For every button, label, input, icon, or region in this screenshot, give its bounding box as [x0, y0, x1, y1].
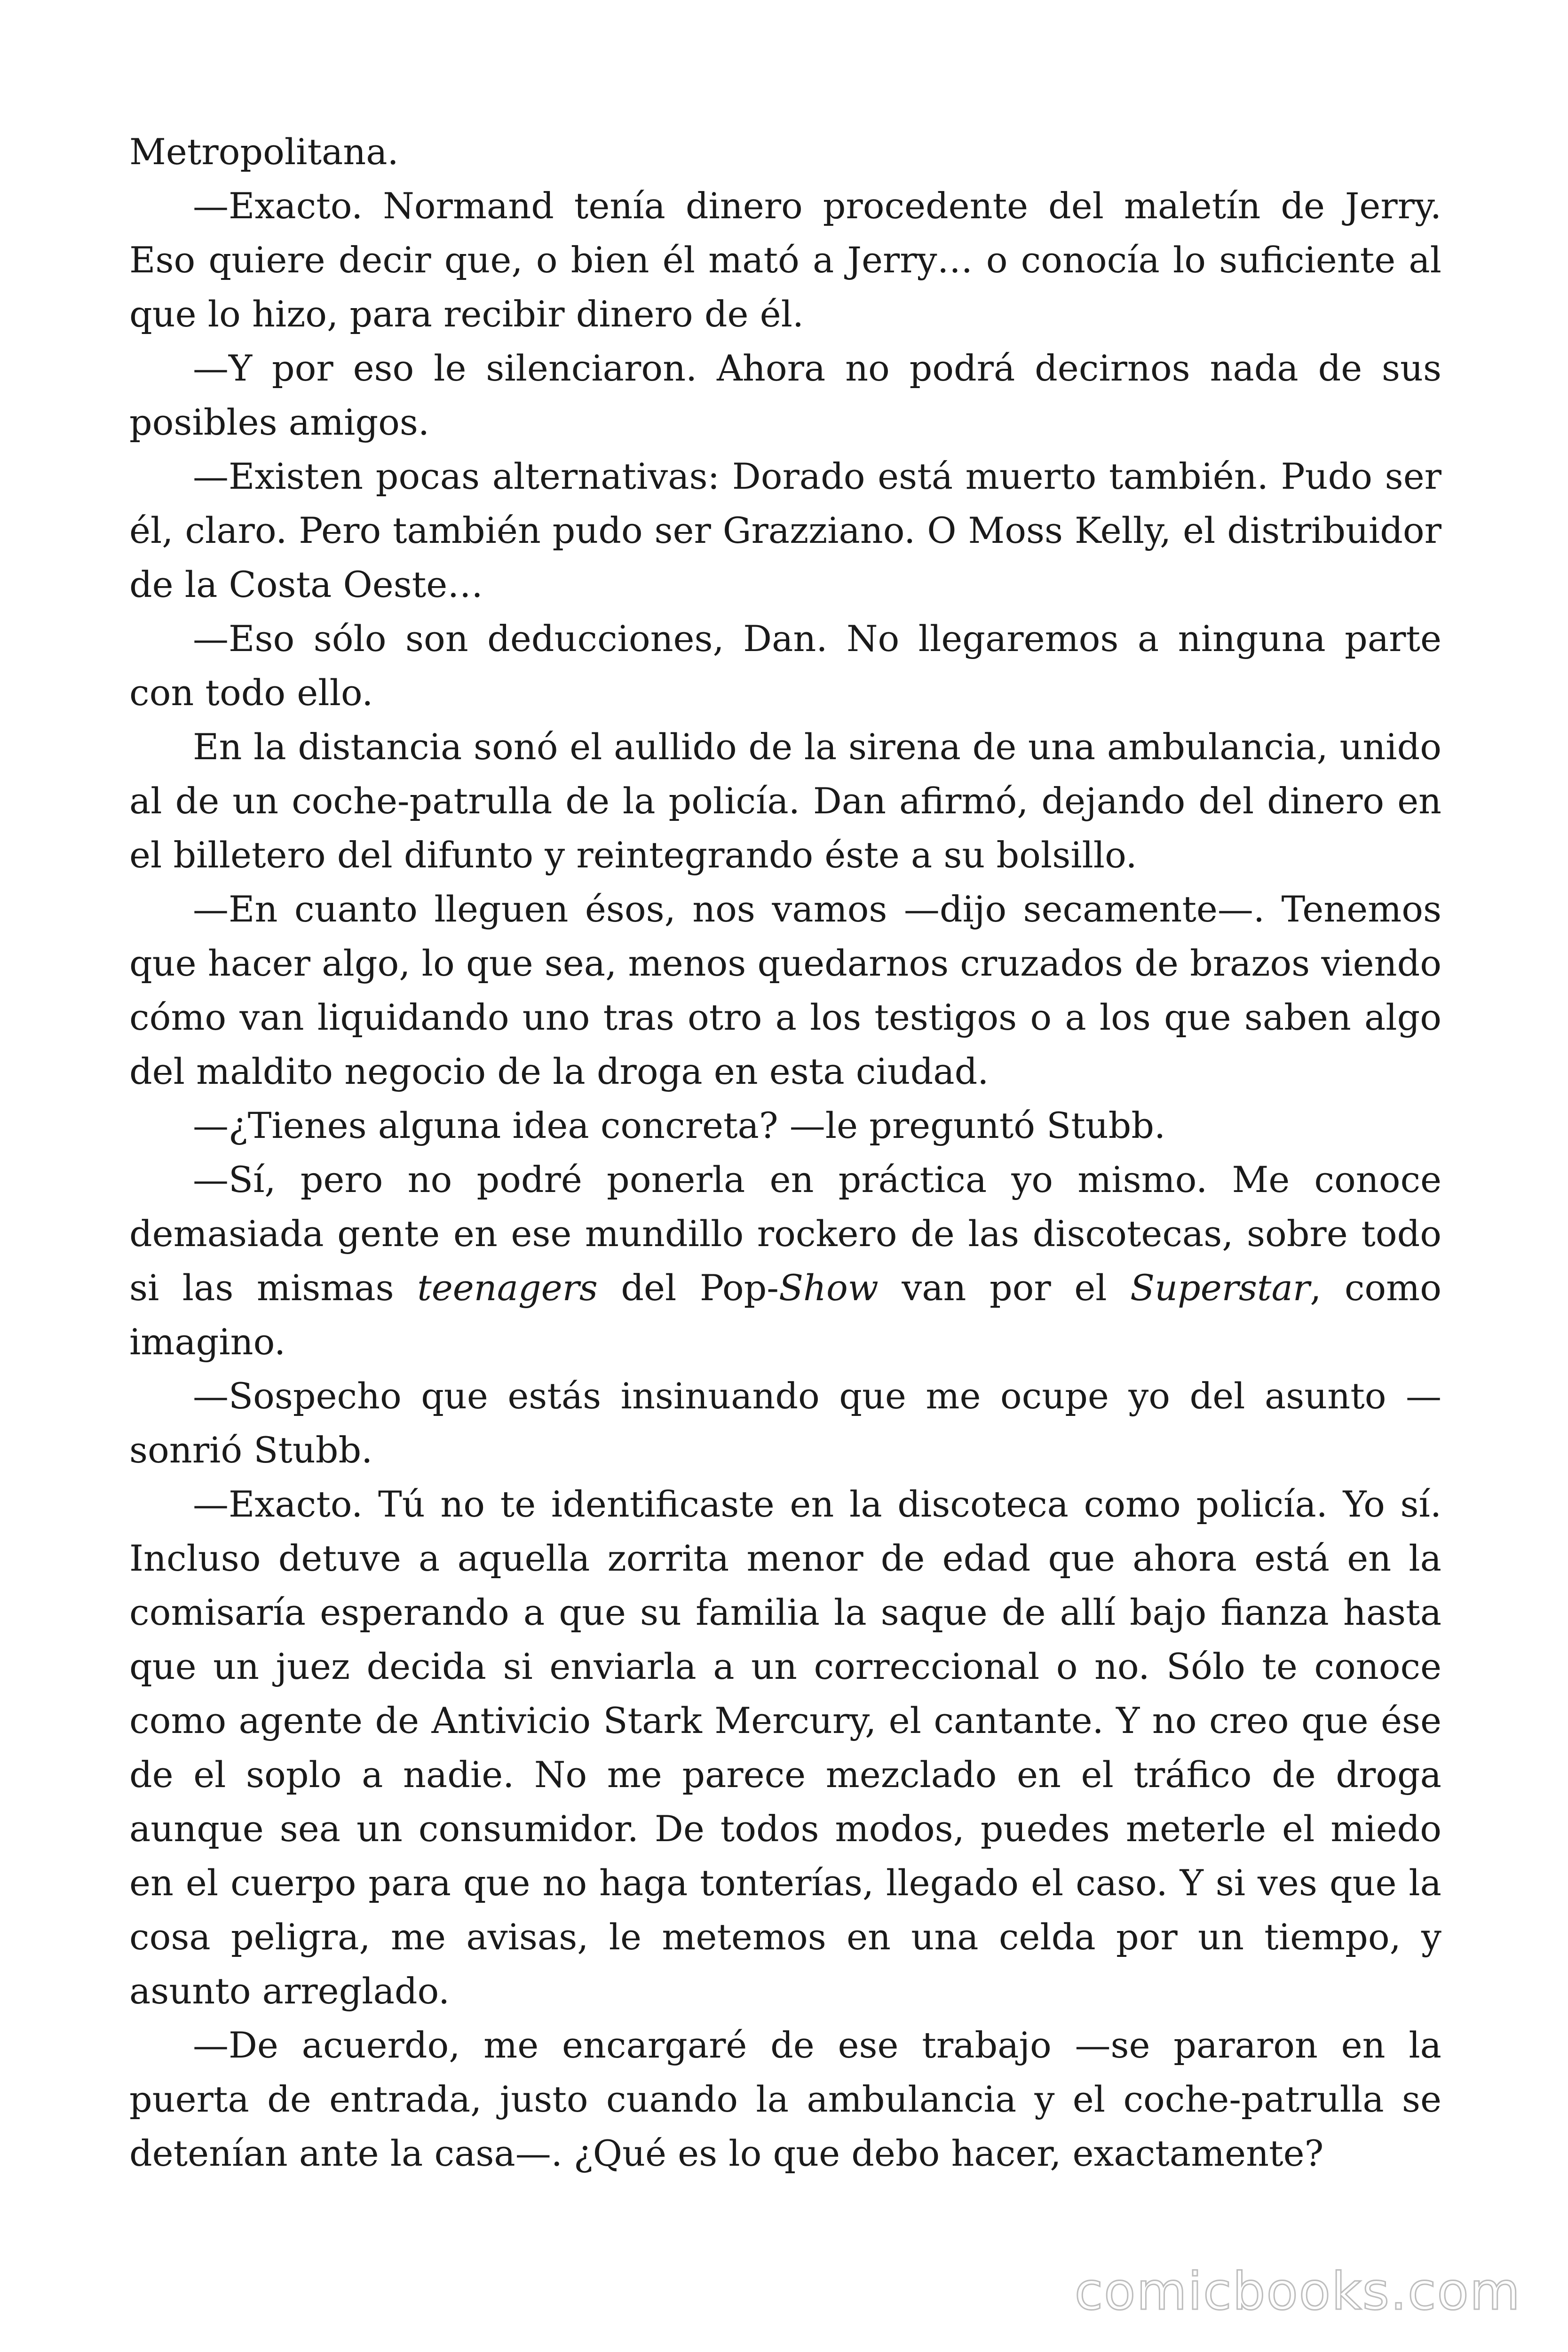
paragraph-2 — [129, 341, 1441, 449]
paragraph-text: —En cuanto lleguen ésos, nos vamos —dijo secamente—. Tenemos que hacer algo, lo que sea, menos quedarnos cruzados de brazos viendo cómo van liquidando uno tras otro a los testigos o a los que saben algo del maldito negocio de la droga en esta ciudad. — [129, 888, 1441, 1092]
paragraph-text: —Existen pocas alternativas: Dorado está muerto también. Pudo ser él, claro. Pero también pudo ser Grazziano. O Moss Kelly, el distribuidor de la Costa Oeste… — [129, 455, 1441, 605]
paragraph-text: —Sospecho que estás insinuando que me ocupe yo del asunto —sonrió Stubb. — [129, 1375, 1441, 1471]
paragraph-8 — [129, 1152, 1441, 1369]
watermark: comicbooks.com — [1074, 2261, 1521, 2321]
page-body — [129, 125, 1441, 2265]
paragraph-10 — [129, 1477, 1441, 2018]
paragraph-text: —Exacto. Tú no te identificaste en la discoteca como policía. Yo sí. Incluso detuve a aquella zorrita menor de edad que ahora está en la comisaría esperando a que su familia la saque de allí bajo fianza hasta que un juez decida si enviarla a un correccional o no. Sólo te conoce como agente de Antivicio Stark Mercury, el cantante. Y no creo que ése de el soplo a nadie. No me parece mezclado en el tráfico de droga aunque sea un consumidor. De todos modos, puedes meterle el miedo en el cuerpo para que no haga tonterías, llegado el caso. Y si ves que la cosa peligra, me avisas, le metemos en una celda por un tiempo, y asunto arreglado. — [129, 1483, 1441, 2012]
paragraph-0 — [129, 125, 1441, 179]
paragraph-text: En la distancia sonó el aullido de la sirena de una ambulancia, unido al de un coche-patrulla de la policía. Dan afirmó, dejando del dinero en el billetero del difunto y reintegrando éste a su bolsillo. — [129, 726, 1441, 876]
paragraph-1 — [129, 179, 1441, 341]
paragraph-text: —De acuerdo, me encargaré de ese trabajo —se pararon en la puerta de entrada, justo cuando la ambulancia y el coche-patrulla se detenían ante la casa—. ¿Qué es lo que debo hacer, exactamente? — [129, 2024, 1441, 2174]
paragraph-4 — [129, 612, 1441, 720]
paragraph-7 — [129, 1098, 1441, 1152]
italic-term: Superstar — [1130, 1267, 1310, 1309]
italic-term: Show — [778, 1267, 879, 1309]
paragraph-text: —Eso sólo son deducciones, Dan. No llegaremos a ninguna parte con todo ello. — [129, 618, 1441, 714]
paragraph-text: —Y por eso le silenciaron. Ahora no podrá decirnos nada de sus posibles amigos. — [129, 347, 1441, 443]
paragraph-9 — [129, 1369, 1441, 1477]
paragraph-text: —Sí, pero no podré ponerla en práctica yo mismo. Me conoce demasiada gente en ese mundillo rockero de las discotecas, sobre todo si las mismas — [129, 1159, 1441, 1309]
paragraph-6 — [129, 882, 1441, 1098]
italic-term: teenagers — [417, 1267, 598, 1309]
paragraph-text: van por el — [878, 1267, 1131, 1309]
paragraph-text: , como imagino. — [129, 1267, 1441, 1363]
paragraph-text: —Exacto. Normand tenía dinero procedente del maletín de Jerry. Eso quiere decir que, o bien él mató a Jerry… o conocía lo suficiente al que lo hizo, para recibir dinero de él. — [129, 185, 1441, 335]
paragraph-11 — [129, 2018, 1441, 2180]
paragraph-5 — [129, 720, 1441, 882]
paragraph-text: —¿Tienes alguna idea concreta? —le preguntó Stubb. — [193, 1104, 1166, 1146]
paragraph-3 — [129, 449, 1441, 612]
paragraph-text: Metropolitana. — [129, 131, 399, 173]
paragraph-text: del Pop- — [597, 1267, 779, 1309]
